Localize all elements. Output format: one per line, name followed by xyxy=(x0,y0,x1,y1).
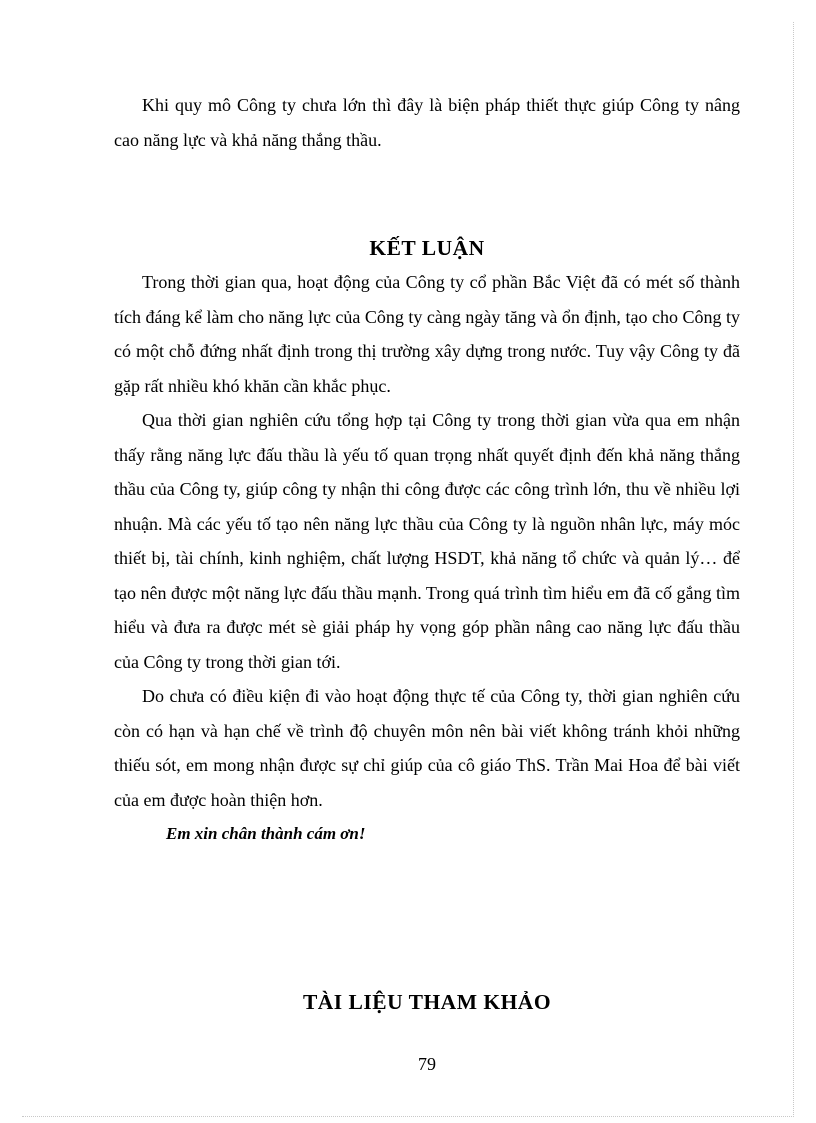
intro-paragraph: Khi quy mô Công ty chưa lớn thì đây là biện pháp thiết thực giúp Công ty nâng cao năng lực và khả năng thắng thầu. xyxy=(114,95,740,150)
page-number: 79 xyxy=(418,1054,436,1074)
conclusion-paragraph: Trong thời gian qua, hoạt động của Công ty cổ phần Bắc Việt đã có mét số thành tích đáng kể làm cho năng lực của Công ty càng ngày tăng và ổn định, tạo cho Công ty có một chỗ đứng nhất định trong thị trường xây dựng trong nước. Tuy vậy Công ty đã gặp rất nhiều khó khăn cần khắc phục. xyxy=(114,272,740,396)
conclusion-paragraph: Qua thời gian nghiên cứu tổng hợp tại Công ty trong thời gian vừa qua em nhận thấy rằng năng lực đấu thầu là yếu tố quan trọng nhất quyết định đến khả năng thắng thầu của Công ty, giúp công ty nhận thi công được các công trình lớn, thu về nhiều lợi nhuận. Mà các yếu tố tạo nên năng lực thầu của Công ty là nguồn nhân lực, máy móc thiết bị, tài chính, kinh nghiệm, chất lượng HSDT, khả năng tổ chức và quản lý… để tạo nên được một năng lực đấu thầu mạnh. Trong quá trình tìm hiểu em đã cố gắng tìm hiểu và đưa ra được mét sè giải pháp hy vọng góp phần nâng cao năng lực đấu thầu của Công ty trong thời gian tới. xyxy=(114,410,740,672)
conclusion-paragraph: Do chưa có điều kiện đi vào hoạt động thực tế của Công ty, thời gian nghiên cứu còn có hạn và hạn chế về trình độ chuyên môn nên bài viết không tránh khỏi những thiếu sót, em mong nhận được sự chỉ giúp của cô giáo ThS. Trần Mai Hoa để bài viết của em được hoàn thiện hơn. xyxy=(114,686,740,810)
references-heading: TÀI LIỆU THAM KHẢO xyxy=(302,990,552,1014)
thanks-line: Em xin chân thành cám ơn! xyxy=(166,824,366,843)
conclusion-heading: KẾT LUẬN xyxy=(369,236,485,260)
document-body xyxy=(114,88,740,851)
